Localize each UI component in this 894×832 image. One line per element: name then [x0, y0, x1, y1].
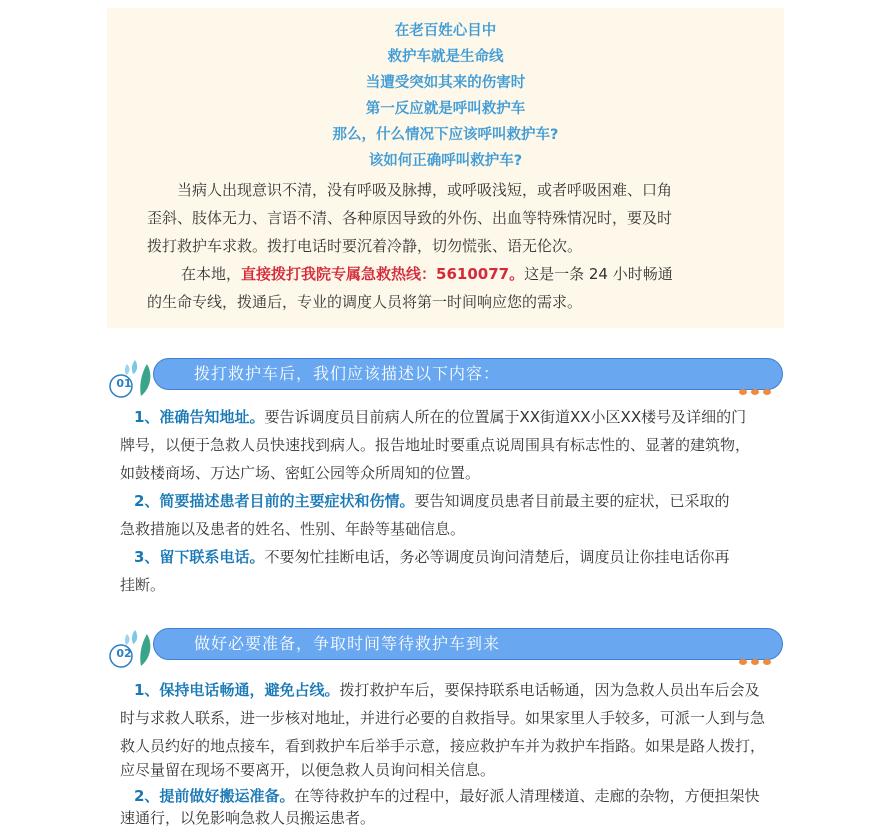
- intro-heading-line: 第一反应就是呼叫救护车: [365, 101, 526, 117]
- intro-box: [107, 8, 784, 328]
- item-line: [134, 407, 746, 427]
- hotline-suffix: 这是一条 24 小时畅通: [524, 265, 673, 283]
- intro-heading-line: 那么，什么情况下应该呼叫救护车?: [332, 127, 559, 143]
- section-number: 02: [116, 647, 132, 660]
- intro-paragraph-line: 歪斜、肢体无力、言语不清、各种原因导致的外伤、出血等特殊情况时，要及时: [147, 209, 673, 227]
- intro-heading-line: 当遭受突如其来的伤害时: [365, 75, 526, 91]
- section-title: 拨打救护车后，我们应该描述以下内容：: [194, 364, 501, 383]
- section-banner-01: [105, 336, 789, 396]
- decorative-dots-icon: [737, 386, 777, 398]
- item-text: 要告诉调度员目前病人所在的位置属于XX街道XX小区XX楼号及详细的门: [264, 408, 747, 426]
- item-heading: 1、准确告知地址。: [134, 408, 265, 426]
- section-title: 做好必要准备，争取时间等待救护车到来: [194, 634, 501, 653]
- item-line: [134, 786, 759, 806]
- decorative-dots-icon: [737, 656, 777, 668]
- intro-heading-line: 在老百姓心目中: [394, 23, 497, 39]
- section-title-bar: [153, 358, 783, 390]
- item-line: 救人员约好的地点接车，看到救护车后举手示意，接应救护车并为救护车指路。如果是路人拨打，: [120, 737, 766, 755]
- intro-paragraph-line: 的生命专线，拨通后，专业的调度人员将第一时间响应您的需求。: [147, 293, 583, 311]
- item-line: 急救措施以及患者的姓名、性别、年龄等基础信息。: [120, 520, 466, 538]
- item-heading: 1、保持电话畅通，避免占线。: [134, 681, 340, 699]
- intro-paragraph-line: 当病人出现意识不清，没有呼吸及脉搏，或呼吸浅短，或者呼吸困难、口角: [177, 181, 673, 199]
- hotline-paragraph: [181, 264, 673, 284]
- item-line: 应尽量留在现场不要离开，以便急救人员询问相关信息。: [120, 761, 496, 779]
- intro-heading-line: 救护车就是生命线: [387, 49, 504, 65]
- item-line: [134, 680, 759, 700]
- item-line: 牌号，以便于急救人员快速找到病人。报告地址时要重点说周围具有标志性的、显著的建筑物，: [120, 436, 751, 454]
- section-banner-02: [105, 606, 789, 666]
- item-line: 如鼓楼商场、万达广场、密虹公园等众所周知的位置。: [120, 464, 481, 482]
- item-line: 时与求救人联系，进一步核对地址，并进行必要的自救指导。如果家里人手较多，可派一人到与急: [120, 709, 766, 727]
- hotline-prefix: 在本地，: [181, 265, 242, 283]
- section-title-bar: [153, 628, 783, 660]
- intro-heading-line: 该如何正确呼叫救护车?: [368, 153, 523, 169]
- item-text: 要告知调度员患者目前最主要的症状，已采取的: [414, 492, 730, 510]
- section-number: 01: [116, 377, 132, 390]
- item-text: 不要匆忙挂断电话，务必等调度员询问清楚后，调度员让你挂电话你再: [264, 548, 730, 566]
- item-heading: 2、提前做好搬运准备。: [134, 787, 295, 805]
- item-heading: 3、留下联系电话。: [134, 548, 265, 566]
- item-line: 挂断。: [120, 576, 166, 594]
- item-line: [134, 547, 729, 567]
- intro-paragraph-line: 拨打救护车求救。拨打电话时要沉着冷静，切勿慌张、语无伦次。: [147, 237, 583, 255]
- hotline-number: 直接拨打我院专属急救热线：5610077。: [241, 265, 525, 283]
- item-text: 拨打救护车后，要保持联系电话畅通，因为急救人员出车后会及: [339, 681, 760, 699]
- item-text: 在等待救护车的过程中，最好派人清理楼道、走廊的杂物，方便担架快: [294, 787, 760, 805]
- item-line: [134, 491, 729, 511]
- item-line: 速通行，以免影响急救人员搬运患者。: [120, 809, 376, 827]
- item-heading: 2、简要描述患者目前的主要症状和伤情。: [134, 492, 415, 510]
